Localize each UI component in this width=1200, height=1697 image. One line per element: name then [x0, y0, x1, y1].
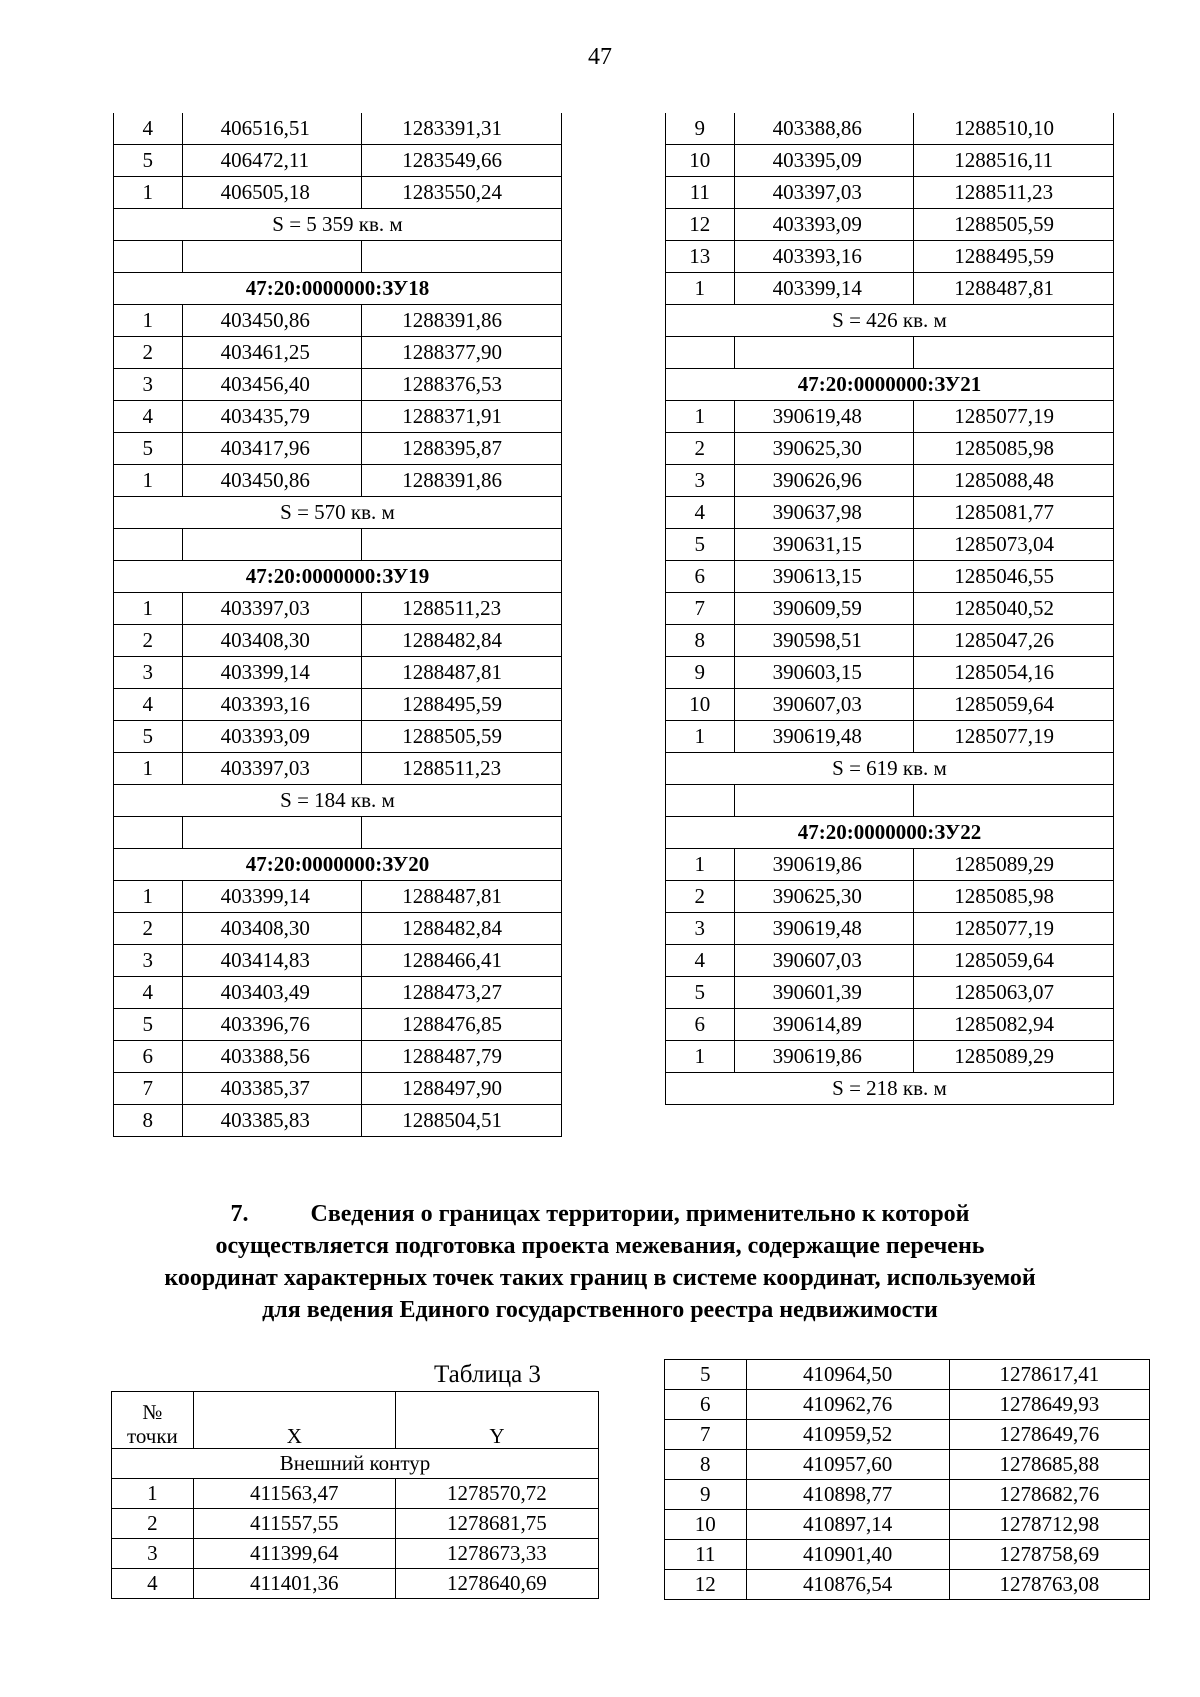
point-number: 4 — [114, 977, 183, 1009]
area-row — [666, 753, 1114, 785]
point-number: 5 — [666, 529, 735, 561]
blank-cell — [182, 529, 362, 561]
blank-cell — [114, 529, 183, 561]
coordinates-table-left — [113, 113, 562, 1137]
table-row — [114, 177, 562, 209]
y-coordinate: 1288487,79 — [362, 1041, 562, 1073]
point-number: 13 — [666, 241, 735, 273]
coordinates-table-right — [665, 113, 1114, 1105]
table-row — [114, 721, 562, 753]
parcel-title: 47:20:0000000:ЗУ20 — [114, 849, 562, 881]
y-coordinate: 1288473,27 — [362, 977, 562, 1009]
table-row — [114, 337, 562, 369]
y-coordinate: 1278681,75 — [395, 1509, 598, 1539]
y-coordinate: 1278649,93 — [949, 1390, 1149, 1420]
y-coordinate: 1285081,77 — [914, 497, 1114, 529]
y-coordinate: 1278673,33 — [395, 1539, 598, 1569]
point-number: 3 — [114, 369, 183, 401]
point-number: 1 — [114, 881, 183, 913]
blank-cell — [182, 241, 362, 273]
y-coordinate: 1288482,84 — [362, 625, 562, 657]
table-row — [666, 1041, 1114, 1073]
point-number: 4 — [114, 401, 183, 433]
point-number: 1 — [666, 1041, 735, 1073]
x-coordinate: 410897,14 — [746, 1510, 949, 1540]
x-coordinate: 403393,16 — [734, 241, 914, 273]
parcel-title: 47:20:0000000:ЗУ18 — [114, 273, 562, 305]
point-number: 5 — [114, 721, 183, 753]
point-number: 10 — [666, 689, 735, 721]
x-coordinate: 411399,64 — [193, 1539, 395, 1569]
point-number: 10 — [666, 145, 735, 177]
x-coordinate: 410957,60 — [746, 1450, 949, 1480]
table-3-header — [112, 1392, 599, 1449]
y-coordinate: 1278685,88 — [949, 1450, 1149, 1480]
blank-cell — [182, 817, 362, 849]
table-row — [666, 561, 1114, 593]
point-number: 3 — [666, 465, 735, 497]
table-row — [114, 369, 562, 401]
point-number: 4 — [112, 1569, 194, 1599]
parcel-title: 47:20:0000000:ЗУ21 — [666, 369, 1114, 401]
y-coordinate: 1288376,53 — [362, 369, 562, 401]
blank-cell — [666, 337, 735, 369]
table-row — [666, 529, 1114, 561]
point-number: 3 — [114, 945, 183, 977]
table-row — [114, 1009, 562, 1041]
y-coordinate: 1278570,72 — [395, 1479, 598, 1509]
section-heading — [100, 1198, 1100, 1326]
y-coordinate: 1285046,55 — [914, 561, 1114, 593]
x-coordinate: 410876,54 — [746, 1570, 949, 1600]
x-coordinate: 403408,30 — [182, 913, 362, 945]
y-coordinate: 1288504,51 — [362, 1105, 562, 1137]
point-number: 2 — [666, 433, 735, 465]
point-number: 1 — [114, 177, 183, 209]
parcel-title-row — [114, 273, 562, 305]
point-number: 4 — [114, 113, 183, 145]
y-coordinate: 1288516,11 — [914, 145, 1114, 177]
parcel-title-row — [114, 561, 562, 593]
y-coordinate: 1288391,86 — [362, 305, 562, 337]
table-row — [666, 625, 1114, 657]
point-number: 4 — [666, 497, 735, 529]
x-coordinate: 390603,15 — [734, 657, 914, 689]
table-row — [665, 1450, 1150, 1480]
point-number: 1 — [666, 849, 735, 881]
table-3-left — [111, 1391, 599, 1599]
x-coordinate: 411557,55 — [193, 1509, 395, 1539]
point-number: 12 — [665, 1570, 747, 1600]
x-coordinate: 410962,76 — [746, 1390, 949, 1420]
page-number: 47 — [588, 44, 612, 70]
y-coordinate: 1288487,81 — [362, 881, 562, 913]
y-coordinate: 1285088,48 — [914, 465, 1114, 497]
y-coordinate: 1288377,90 — [362, 337, 562, 369]
y-coordinate: 1288476,85 — [362, 1009, 562, 1041]
point-number: 10 — [665, 1510, 747, 1540]
table-row — [666, 977, 1114, 1009]
x-coordinate: 403388,86 — [734, 113, 914, 145]
table-row — [665, 1360, 1150, 1390]
point-number: 2 — [114, 913, 183, 945]
area-value: S = 570 кв. м — [114, 497, 562, 529]
point-number: 2 — [112, 1509, 194, 1539]
x-coordinate: 403397,03 — [734, 177, 914, 209]
section-heading-line-1: 7. Сведения о границах территории, применительно к которой — [230, 1201, 970, 1227]
y-coordinate: 1288391,86 — [362, 465, 562, 497]
x-coordinate: 390625,30 — [734, 881, 914, 913]
table-row — [114, 945, 562, 977]
blank-row — [666, 785, 1114, 817]
x-coordinate: 403403,49 — [182, 977, 362, 1009]
blank-cell — [734, 337, 914, 369]
point-number: 6 — [666, 561, 735, 593]
blank-cell — [914, 337, 1114, 369]
area-row — [114, 497, 562, 529]
point-number: 6 — [666, 1009, 735, 1041]
blank-cell — [914, 785, 1114, 817]
header-point-number: № точки — [112, 1392, 194, 1449]
table-row — [666, 689, 1114, 721]
table-row — [114, 753, 562, 785]
y-coordinate: 1288495,59 — [914, 241, 1114, 273]
table-row — [114, 465, 562, 497]
blank-row — [114, 529, 562, 561]
y-coordinate: 1285047,26 — [914, 625, 1114, 657]
y-coordinate: 1278712,98 — [949, 1510, 1149, 1540]
table-row — [666, 913, 1114, 945]
y-coordinate: 1278758,69 — [949, 1540, 1149, 1570]
table-row — [114, 1041, 562, 1073]
table-row — [114, 593, 562, 625]
x-coordinate: 403450,86 — [182, 305, 362, 337]
x-coordinate: 390619,48 — [734, 401, 914, 433]
table-row — [666, 209, 1114, 241]
x-coordinate: 410901,40 — [746, 1540, 949, 1570]
contour-label: Внешний контур — [112, 1449, 599, 1479]
point-number: 3 — [112, 1539, 194, 1569]
table-row — [112, 1509, 599, 1539]
point-number: 1 — [112, 1479, 194, 1509]
y-coordinate: 1285054,16 — [914, 657, 1114, 689]
point-number: 9 — [666, 657, 735, 689]
blank-cell — [666, 785, 735, 817]
table-row — [114, 689, 562, 721]
area-row — [666, 1073, 1114, 1105]
point-number: 8 — [665, 1450, 747, 1480]
point-number: 2 — [666, 881, 735, 913]
point-number: 7 — [665, 1420, 747, 1450]
area-value: S = 184 кв. м — [114, 785, 562, 817]
blank-row — [114, 817, 562, 849]
section-heading-line-3: координат характерных точек таких границ в системе координат, используемой — [164, 1265, 1036, 1291]
table-row — [114, 625, 562, 657]
y-coordinate: 1285059,64 — [914, 945, 1114, 977]
area-value: S = 619 кв. м — [666, 753, 1114, 785]
x-coordinate: 390619,48 — [734, 721, 914, 753]
point-number: 6 — [665, 1390, 747, 1420]
y-coordinate: 1278763,08 — [949, 1570, 1149, 1600]
y-coordinate: 1288497,90 — [362, 1073, 562, 1105]
table-row — [666, 433, 1114, 465]
point-number: 1 — [666, 273, 735, 305]
header-x: X — [193, 1392, 395, 1449]
header-y: Y — [395, 1392, 598, 1449]
parcel-title-row — [666, 817, 1114, 849]
table-row — [666, 657, 1114, 689]
x-coordinate: 403397,03 — [182, 593, 362, 625]
point-number: 3 — [114, 657, 183, 689]
point-number: 6 — [114, 1041, 183, 1073]
y-coordinate: 1283391,31 — [362, 113, 562, 145]
x-coordinate: 390598,51 — [734, 625, 914, 657]
table-row — [114, 913, 562, 945]
x-coordinate: 403396,76 — [182, 1009, 362, 1041]
y-coordinate: 1278617,41 — [949, 1360, 1149, 1390]
y-coordinate: 1285085,98 — [914, 433, 1114, 465]
table-row — [665, 1480, 1150, 1510]
x-coordinate: 403414,83 — [182, 945, 362, 977]
x-coordinate: 390613,15 — [734, 561, 914, 593]
table-row — [114, 881, 562, 913]
table-row — [665, 1540, 1150, 1570]
y-coordinate: 1288505,59 — [914, 209, 1114, 241]
table-row — [112, 1569, 599, 1599]
x-coordinate: 403388,56 — [182, 1041, 362, 1073]
y-coordinate: 1288466,41 — [362, 945, 562, 977]
point-number: 9 — [665, 1480, 747, 1510]
y-coordinate: 1288495,59 — [362, 689, 562, 721]
table-row — [666, 241, 1114, 273]
table-row — [666, 145, 1114, 177]
point-number: 8 — [114, 1105, 183, 1137]
y-coordinate: 1288511,23 — [914, 177, 1114, 209]
x-coordinate: 390637,98 — [734, 497, 914, 529]
table-row — [114, 305, 562, 337]
blank-row — [114, 241, 562, 273]
y-coordinate: 1278640,69 — [395, 1569, 598, 1599]
x-coordinate: 403408,30 — [182, 625, 362, 657]
point-number: 5 — [666, 977, 735, 1009]
x-coordinate: 390607,03 — [734, 689, 914, 721]
area-row — [114, 209, 562, 241]
x-coordinate: 390619,48 — [734, 913, 914, 945]
x-coordinate: 403435,79 — [182, 401, 362, 433]
x-coordinate: 390625,30 — [734, 433, 914, 465]
parcel-title: 47:20:0000000:ЗУ22 — [666, 817, 1114, 849]
contour-label-row — [112, 1449, 599, 1479]
x-coordinate: 406505,18 — [182, 177, 362, 209]
table-row — [114, 113, 562, 145]
blank-cell — [114, 241, 183, 273]
table-row — [114, 1073, 562, 1105]
table-row — [666, 401, 1114, 433]
point-number: 2 — [114, 337, 183, 369]
parcel-title-row — [114, 849, 562, 881]
x-coordinate: 403397,03 — [182, 753, 362, 785]
blank-cell — [362, 529, 562, 561]
y-coordinate: 1285082,94 — [914, 1009, 1114, 1041]
x-coordinate: 390619,86 — [734, 1041, 914, 1073]
x-coordinate: 403393,16 — [182, 689, 362, 721]
y-coordinate: 1285059,64 — [914, 689, 1114, 721]
point-number: 5 — [114, 145, 183, 177]
area-row — [114, 785, 562, 817]
point-number: 1 — [666, 401, 735, 433]
x-coordinate: 406516,51 — [182, 113, 362, 145]
point-number: 12 — [666, 209, 735, 241]
x-coordinate: 390607,03 — [734, 945, 914, 977]
table-row — [666, 497, 1114, 529]
blank-cell — [734, 785, 914, 817]
point-number: 3 — [666, 913, 735, 945]
y-coordinate: 1288511,23 — [362, 753, 562, 785]
parcel-title: 47:20:0000000:ЗУ19 — [114, 561, 562, 593]
point-number: 8 — [666, 625, 735, 657]
section-heading-line-4: для ведения Единого государственного реестра недвижимости — [262, 1297, 938, 1323]
point-number: 7 — [666, 593, 735, 625]
point-number: 7 — [114, 1073, 183, 1105]
point-number: 9 — [666, 113, 735, 145]
y-coordinate: 1285077,19 — [914, 913, 1114, 945]
point-number: 4 — [666, 945, 735, 977]
table-row — [114, 401, 562, 433]
table-row — [114, 1105, 562, 1137]
table-row — [666, 273, 1114, 305]
x-coordinate: 390631,15 — [734, 529, 914, 561]
blank-row — [666, 337, 1114, 369]
x-coordinate: 403399,14 — [734, 273, 914, 305]
table-row — [114, 657, 562, 689]
x-coordinate: 410898,77 — [746, 1480, 949, 1510]
area-value: S = 218 кв. м — [666, 1073, 1114, 1105]
table-row — [666, 465, 1114, 497]
y-coordinate: 1288371,91 — [362, 401, 562, 433]
blank-cell — [114, 817, 183, 849]
table-row — [665, 1390, 1150, 1420]
point-number: 1 — [114, 593, 183, 625]
section-number: 7. — [230, 1201, 249, 1227]
y-coordinate: 1283549,66 — [362, 145, 562, 177]
table-row — [112, 1539, 599, 1569]
y-coordinate: 1288482,84 — [362, 913, 562, 945]
point-number: 1 — [114, 753, 183, 785]
x-coordinate: 403456,40 — [182, 369, 362, 401]
x-coordinate: 390614,89 — [734, 1009, 914, 1041]
y-coordinate: 1288395,87 — [362, 433, 562, 465]
x-coordinate: 403395,09 — [734, 145, 914, 177]
point-number: 1 — [114, 305, 183, 337]
y-coordinate: 1288505,59 — [362, 721, 562, 753]
table-row — [666, 113, 1114, 145]
x-coordinate: 403399,14 — [182, 657, 362, 689]
x-coordinate: 411401,36 — [193, 1569, 395, 1599]
table-row — [666, 721, 1114, 753]
area-value: S = 426 кв. м — [666, 305, 1114, 337]
x-coordinate: 410959,52 — [746, 1420, 949, 1450]
table-row — [666, 593, 1114, 625]
x-coordinate: 390619,86 — [734, 849, 914, 881]
parcel-title-row — [666, 369, 1114, 401]
point-number: 1 — [666, 721, 735, 753]
x-coordinate: 410964,50 — [746, 1360, 949, 1390]
table-row — [114, 145, 562, 177]
point-number: 11 — [665, 1540, 747, 1570]
x-coordinate: 390626,96 — [734, 465, 914, 497]
table-row — [114, 433, 562, 465]
point-number: 1 — [114, 465, 183, 497]
table-row — [666, 881, 1114, 913]
table-caption: Таблица 3 — [434, 1361, 541, 1388]
y-coordinate: 1285077,19 — [914, 401, 1114, 433]
y-coordinate: 1288487,81 — [362, 657, 562, 689]
point-number: 5 — [114, 433, 183, 465]
x-coordinate: 406472,11 — [182, 145, 362, 177]
table-row — [114, 977, 562, 1009]
y-coordinate: 1278649,76 — [949, 1420, 1149, 1450]
table-3-right — [664, 1359, 1150, 1600]
y-coordinate: 1288487,81 — [914, 273, 1114, 305]
x-coordinate: 403450,86 — [182, 465, 362, 497]
table-row — [112, 1479, 599, 1509]
table-row — [665, 1570, 1150, 1600]
x-coordinate: 390601,39 — [734, 977, 914, 1009]
y-coordinate: 1285063,07 — [914, 977, 1114, 1009]
x-coordinate: 403385,83 — [182, 1105, 362, 1137]
blank-cell — [362, 817, 562, 849]
section-heading-line-2: осуществляется подготовка проекта межевания, содержащие перечень — [215, 1233, 985, 1259]
y-coordinate: 1285073,04 — [914, 529, 1114, 561]
y-coordinate: 1285040,52 — [914, 593, 1114, 625]
y-coordinate: 1283550,24 — [362, 177, 562, 209]
table-row — [666, 1009, 1114, 1041]
y-coordinate: 1285089,29 — [914, 1041, 1114, 1073]
point-number: 5 — [665, 1360, 747, 1390]
x-coordinate: 403399,14 — [182, 881, 362, 913]
point-number: 2 — [114, 625, 183, 657]
table-row — [665, 1420, 1150, 1450]
area-value: S = 5 359 кв. м — [114, 209, 562, 241]
area-row — [666, 305, 1114, 337]
x-coordinate: 403385,37 — [182, 1073, 362, 1105]
x-coordinate: 403393,09 — [182, 721, 362, 753]
x-coordinate: 403461,25 — [182, 337, 362, 369]
point-number: 4 — [114, 689, 183, 721]
table-row — [666, 177, 1114, 209]
y-coordinate: 1285089,29 — [914, 849, 1114, 881]
y-coordinate: 1278682,76 — [949, 1480, 1149, 1510]
blank-cell — [362, 241, 562, 273]
table-row — [666, 849, 1114, 881]
x-coordinate: 390609,59 — [734, 593, 914, 625]
point-number: 5 — [114, 1009, 183, 1041]
point-number: 11 — [666, 177, 735, 209]
table-row — [666, 945, 1114, 977]
table-row — [665, 1510, 1150, 1540]
x-coordinate: 403417,96 — [182, 433, 362, 465]
y-coordinate: 1288510,10 — [914, 113, 1114, 145]
y-coordinate: 1288511,23 — [362, 593, 562, 625]
y-coordinate: 1285077,19 — [914, 721, 1114, 753]
x-coordinate: 411563,47 — [193, 1479, 395, 1509]
y-coordinate: 1285085,98 — [914, 881, 1114, 913]
x-coordinate: 403393,09 — [734, 209, 914, 241]
